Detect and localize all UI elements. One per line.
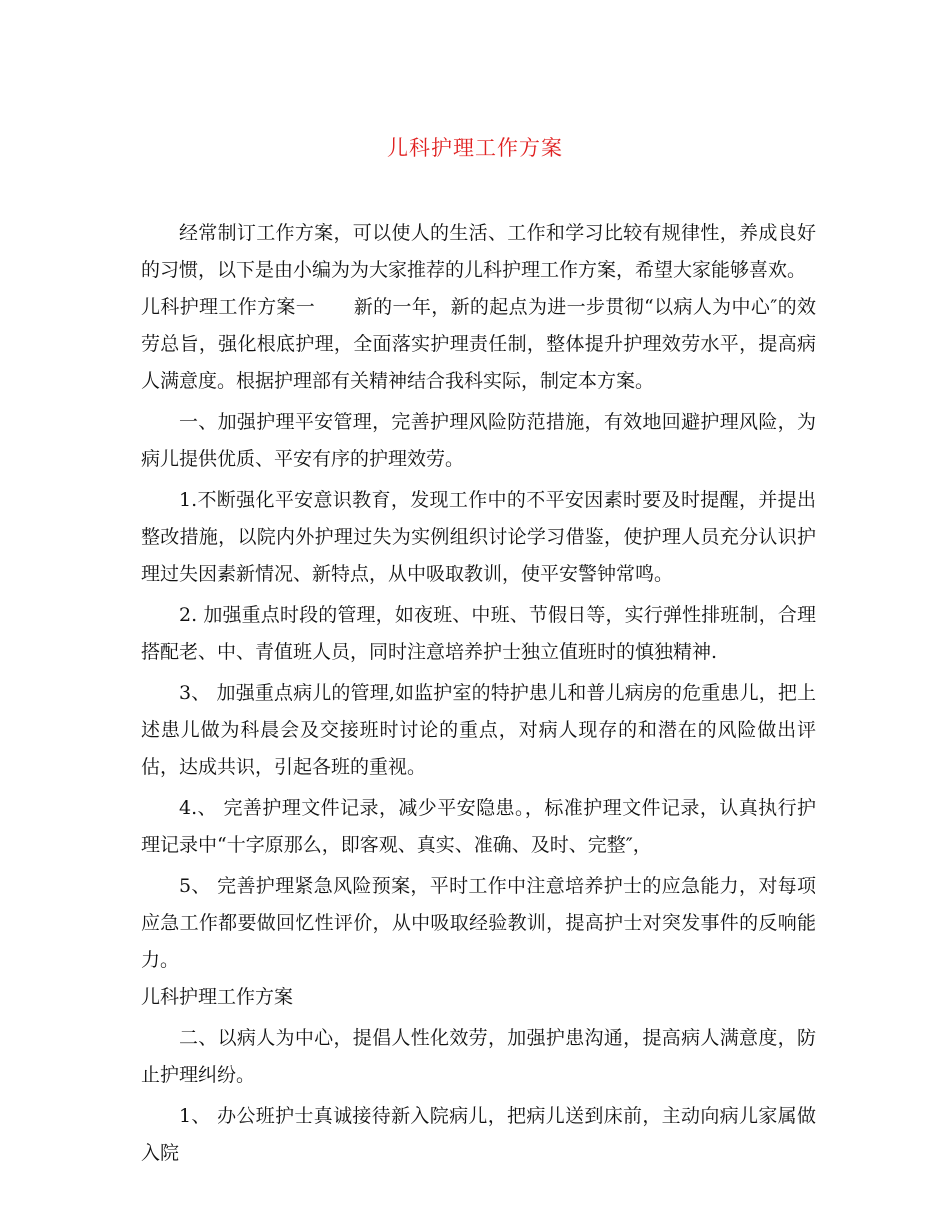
document-body (141, 215, 816, 1172)
paragraph-item-1: 1.不断强化平安意识教育，发现工作中的不平安因素时要及时提醒，并提出整改措施，以院内外护理过失为实例组织讨论学习借鉴，使护理人员充分认识护理过失因素新情况、新特点，从中吸取教训，使平安警钟常鸣。 (141, 489, 816, 585)
paragraph-subheading: 儿科护理工作方案 (141, 986, 294, 1008)
paragraph-section-two-item-1: 1、 办公班护士真诚接待新入院病儿，把病儿送到床前，主动向病儿家属做入院 (141, 1105, 816, 1164)
document-title: 儿科护理工作方案 (387, 136, 563, 160)
paragraph-section-two: 二、以病人为中心，提倡人性化效劳，加强护患沟通，提高病人满意度，防止护理纠纷。 (141, 1027, 816, 1086)
paragraph-item-5: 5、 完善护理紧急风险预案，平时工作中注意培养护士的应急能力，对每项应急工作都要做回忆性评价，从中吸取经验教训，提高护士对突发事件的反响能力。 (141, 875, 816, 971)
paragraph-intro: 经常制订工作方案，可以使人的生活、工作和学习比较有规律性，养成良好的习惯，以下是由小编为为大家推荐的儿科护理工作方案，希望大家能够喜欢。 (141, 222, 816, 281)
paragraph-item-2: 2. 加强重点时段的管理，如夜班、中班、节假日等，实行弹性排班制，合理搭配老、中、青值班人员，同时注意培养护士独立值班时的慎独精神. (141, 604, 816, 663)
paragraph-plan-one: 儿科护理工作方案一 新的一年，新的起点为进一步贯彻“以病人为中心″的效劳总旨，强化根底护理，全面落实护理责任制，整体提升护理效劳水平，提高病人满意度。根据护理部有关精神结合我科实际，制定本方案。 (141, 296, 816, 392)
paragraph-section-one: 一、加强护理平安管理，完善护理风险防范措施，有效地回避护理风险，为病儿提供优质、平安有序的护理效劳。 (141, 411, 816, 470)
paragraph-item-4: 4.、 完善护理文件记录，减少平安隐患。，标准护理文件记录，认真执行护理记录中“十字原那么，即客观、真实、准确、及时、完整″， (141, 797, 816, 856)
paragraph-item-3: 3、 加强重点病儿的管理,如监护室的特护患儿和普儿病房的危重患儿，把上述患儿做为科晨会及交接班时讨论的重点，对病人现存的和潜在的风险做出评估，达成共识，引起各班的重视。 (141, 682, 816, 778)
